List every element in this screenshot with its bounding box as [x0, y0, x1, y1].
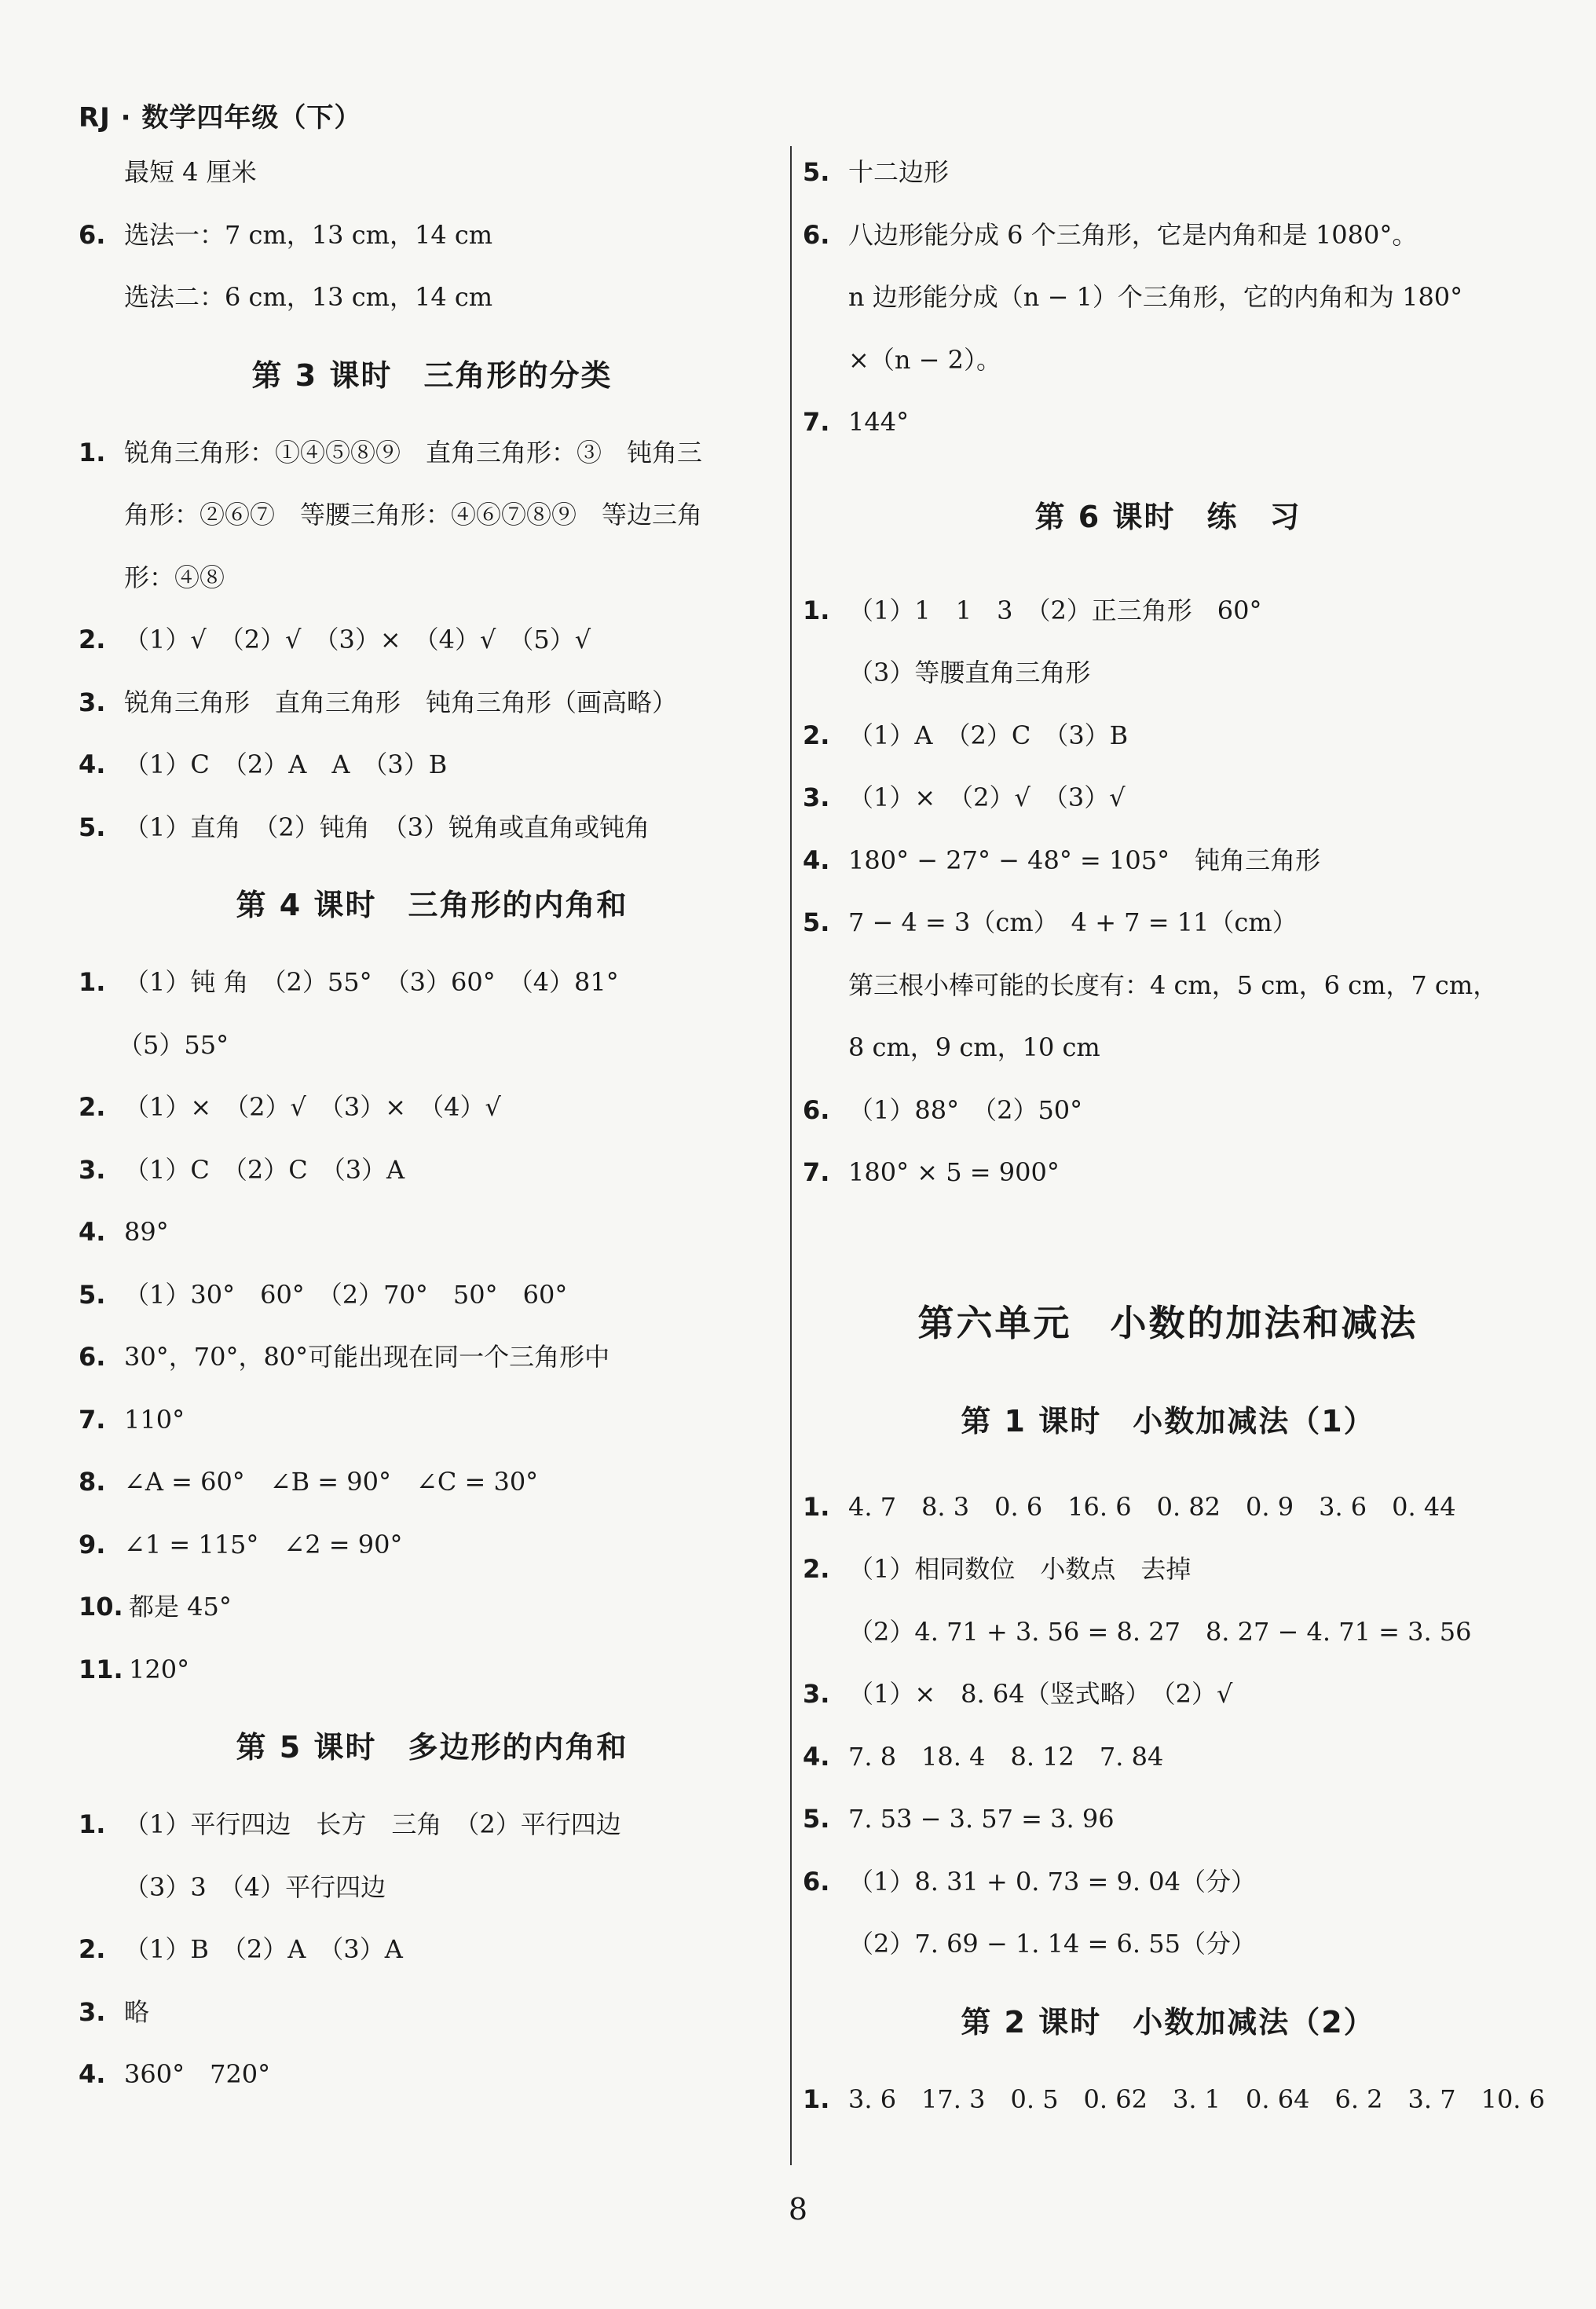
- answer-line: 6. 八边形能分成 6 个三角形，它是内角和是 1080°。: [803, 219, 1418, 250]
- answer-line: 10. 都是 45°: [79, 1592, 232, 1622]
- answer-line: 7. 110°: [79, 1404, 185, 1435]
- answer-line: 选法二：6 cm，13 cm，14 cm: [124, 282, 493, 312]
- right-column: [803, 141, 1546, 2131]
- answer-line: 4. 360° 720°: [79, 2059, 271, 2089]
- answer-line: 6. （1）8. 31 + 0. 73 = 9. 04（分）: [803, 1866, 1256, 1897]
- lesson-heading: 第 5 课时 多边形的内角和: [236, 1730, 628, 1765]
- answer-line: 6. （1）88° （2）50°: [803, 1094, 1083, 1125]
- answer-line: 7. 144°: [803, 407, 910, 437]
- left-column: [79, 141, 785, 2106]
- answer-line: 5. （1）直角 （2）钝角 （3）锐角或直角或钝角: [79, 812, 650, 842]
- answer-line: 2. （1）相同数位 小数点 去掉: [803, 1554, 1192, 1584]
- answer-line: （2）7. 69 − 1. 14 = 6. 55（分）: [848, 1929, 1256, 1959]
- answer-line: 角形：②⑥⑦ 等腰三角形：④⑥⑦⑧⑨ 等边三角: [124, 500, 703, 530]
- answer-line: 最短 4 厘米: [124, 157, 257, 187]
- answer-line: 6. 30°，70°，80°可能出现在同一个三角形中: [79, 1342, 610, 1372]
- answer-line: 8 cm，9 cm，10 cm: [848, 1032, 1100, 1062]
- lesson-heading: 第 6 课时 练 习: [1034, 499, 1301, 534]
- answer-line: 形：④⑧: [124, 562, 225, 592]
- lesson-heading: 第 3 课时 三角形的分类: [251, 357, 613, 393]
- answer-line: 1. （1）1 1 3 （2）正三角形 60°: [803, 595, 1262, 625]
- answer-line: 第三根小棒可能的长度有：4 cm，5 cm，6 cm，7 cm，: [848, 969, 1499, 1000]
- lesson-heading: 第 2 课时 小数加减法（2）: [961, 2004, 1375, 2040]
- answer-line: 3. 略: [79, 1996, 150, 2027]
- answer-line: 3. 锐角三角形 直角三角形 钝角三角形（画高略）: [79, 687, 678, 717]
- answer-line: 5. 十二边形: [803, 157, 950, 187]
- answer-line: 4. 89°: [79, 1217, 169, 1247]
- answer-line: 2. （1）A （2）C （3）B: [803, 720, 1129, 750]
- lesson-heading: 第 4 课时 三角形的内角和: [236, 888, 628, 922]
- answer-line: 11. 120°: [79, 1654, 190, 1684]
- column-divider: [790, 146, 792, 2165]
- page-number: 8: [788, 2192, 808, 2227]
- answer-line: 5. 7 − 4 = 3（cm） 4 + 7 = 11（cm）: [803, 907, 1298, 937]
- answer-line: 2. （1）√ （2）√ （3）× （4）√ （5）√: [79, 625, 591, 654]
- answer-line: 1. 4. 7 8. 3 0. 6 16. 6 0. 82 0. 9 3. 6 0. 44: [803, 1491, 1456, 1522]
- answer-line: 8. ∠A = 60° ∠B = 90° ∠C = 30°: [79, 1467, 539, 1497]
- unit-heading: 第六单元 小数的加法和减法: [917, 1301, 1418, 1344]
- answer-line: 1. （1）钝 角 （2）55° （3）60° （4）81°: [79, 967, 619, 997]
- answer-line: 4. （1）C （2）A A （3）B: [79, 750, 448, 779]
- answer-line: 5. 7. 53 − 3. 57 = 3. 96: [803, 1804, 1115, 1834]
- answer-line: （3）3 （4）平行四边: [124, 1871, 386, 1902]
- answer-line: 4. 180° − 27° − 48° = 105° 钝角三角形: [803, 845, 1321, 875]
- answer-line: 7. 180° × 5 = 900°: [803, 1157, 1060, 1187]
- answer-line: 1. （1）平行四边 长方 三角 （2）平行四边: [79, 1809, 621, 1839]
- answer-line: 3. （1）× （2）√ （3）√: [803, 782, 1126, 812]
- answer-line: （2）4. 71 + 3. 56 = 8. 27 8. 27 − 4. 71 = 3. 56: [848, 1616, 1472, 1647]
- answer-line: n 边形能分成（n − 1）个三角形，它的内角和为 180°: [848, 282, 1463, 312]
- answer-line: （3）等腰直角三角形: [848, 658, 1091, 687]
- answer-line: 6. 选法一：7 cm，13 cm，14 cm: [79, 219, 493, 250]
- answer-line: 1. 锐角三角形：①④⑤⑧⑨ 直角三角形：③ 钝角三: [79, 437, 703, 467]
- page-header: RJ · 数学四年级（下）: [79, 102, 362, 134]
- answer-line: 5. （1）30° 60° （2）70° 50° 60°: [79, 1279, 568, 1310]
- lesson-heading: 第 1 课时 小数加减法（1）: [961, 1403, 1375, 1439]
- answer-line: 2. （1）B （2）A （3）A: [79, 1934, 403, 1964]
- answer-line: 3. （1）C （2）C （3）A: [79, 1154, 405, 1185]
- answer-line: ×（n − 2）。: [848, 344, 1001, 375]
- answer-line: 3. （1）× 8. 64（竖式略） （2）√: [803, 1679, 1233, 1709]
- answer-line: 2. （1）× （2）√ （3）× （4）√: [79, 1092, 501, 1122]
- answer-line: 9. ∠1 = 115° ∠2 = 90°: [79, 1529, 403, 1559]
- answer-line: （5）55°: [118, 1029, 229, 1060]
- answer-line: 1. 3. 6 17. 3 0. 5 0. 62 3. 1 0. 64 6. 2 3. 7 10. 6: [803, 2084, 1546, 2114]
- answer-line: 4. 7. 8 18. 4 8. 12 7. 84: [803, 1741, 1164, 1772]
